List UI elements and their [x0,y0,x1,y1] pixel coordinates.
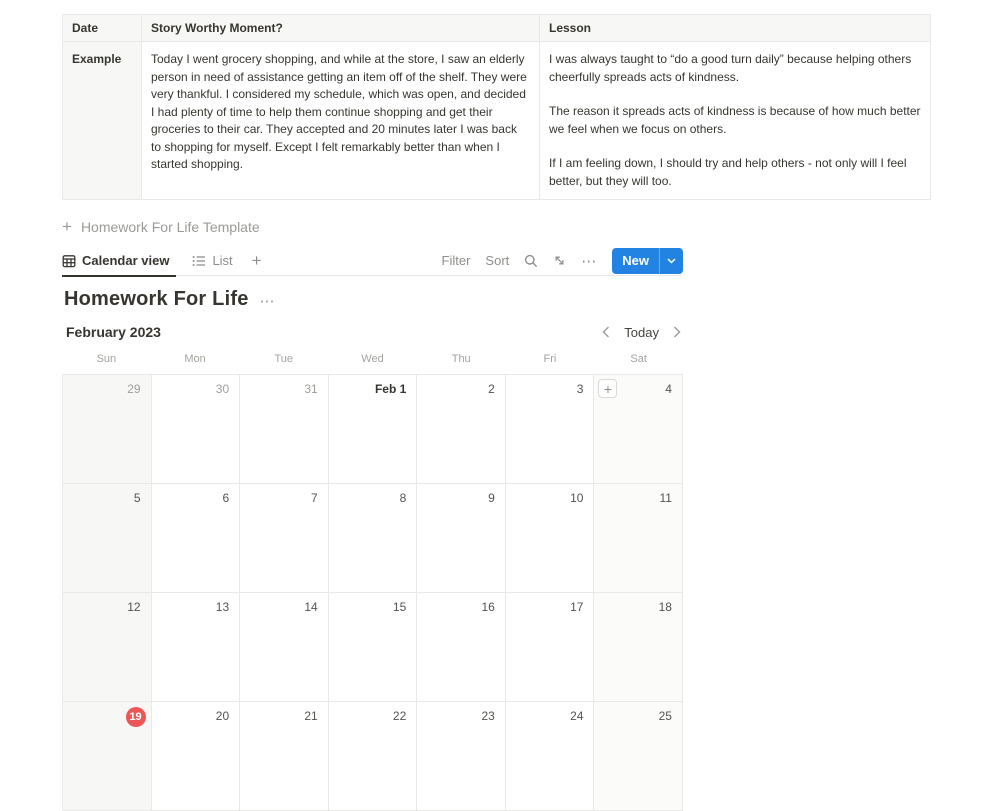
calendar-day-cell[interactable] [152,593,241,702]
column-header-date[interactable]: Date [63,15,142,42]
prev-month-button[interactable] [600,324,612,340]
calendar-day-cell[interactable] [594,702,683,811]
day-number: 8 [399,491,407,505]
calendar-icon [62,254,76,268]
new-button-label: New [622,253,649,268]
calendar-nav [600,324,683,340]
calendar-day-cell[interactable] [506,484,595,593]
today-button[interactable]: Today [624,324,659,340]
title-more-icon[interactable]: ⋯ [259,293,276,310]
tab-list[interactable] [192,246,239,276]
expand-icon[interactable] [553,254,566,267]
day-number: 2 [488,382,495,396]
page-title: Homework For Life [64,288,249,310]
calendar-day-cell[interactable] [506,375,595,484]
plus-icon: + [251,250,262,270]
table-cell-date[interactable]: Example [63,42,142,199]
calendar-day-cell[interactable] [506,593,595,702]
day-header: Mon [184,353,206,365]
day-number: 24 [570,709,584,723]
day-number: 31 [304,382,318,396]
day-number: 4 [665,382,672,396]
tab-list-label: List [212,253,233,268]
add-event-button[interactable] [598,379,617,398]
calendar-day-cell[interactable] [417,702,506,811]
today-date-badge: 19 [126,707,146,727]
day-number: 3 [576,382,584,396]
calendar-day-cell[interactable] [63,702,152,811]
day-number: 22 [392,709,407,723]
calendar-day-cell[interactable] [240,375,329,484]
day-number: 29 [127,382,141,396]
calendar-day-cell[interactable] [594,484,683,593]
day-number: 5 [133,491,141,505]
calendar-day-cell[interactable] [329,375,418,484]
day-header-row [62,353,683,365]
day-number: 20 [215,709,230,723]
lesson-paragraph: The reason it spreads acts of kindness is because of how much better we feel when we focus on others. [549,104,921,136]
more-options-icon[interactable]: ⋯ [581,252,598,270]
day-number: 13 [215,600,230,614]
day-number: 16 [481,600,495,614]
day-number: 14 [304,600,318,614]
day-number: 11 [659,491,672,505]
calendar-day-cell[interactable] [63,375,152,484]
day-number: 21 [304,709,318,723]
search-icon[interactable] [524,254,538,268]
chevron-down-icon[interactable] [660,248,683,274]
sort-button[interactable]: Sort [485,253,510,268]
calendar-day-cell[interactable] [240,702,329,811]
new-button[interactable] [612,248,683,274]
day-header: Tue [274,353,294,365]
calendar-day-cell[interactable] [594,375,683,484]
plus-icon: + [603,380,613,397]
day-header: Sat [630,353,647,365]
template-button[interactable] [62,219,683,235]
calendar-day-cell[interactable] [152,484,241,593]
title-row [64,288,276,311]
day-header: Sun [96,353,117,365]
table-cell-story[interactable]: Today I went grocery shopping, and while at the store, I saw an elderly person in need of assistance getting an item off of the shelf. They were very thankful. I considered my schedule, which was open, and decided I had plenty of time to help them continue shopping and get their groceries to their car. They accepted and 20 minutes later I was back to shopping for myself. Except I felt remarkably better than when I started shopping. [142,42,540,199]
calendar-header [62,324,683,340]
calendar-day-cell[interactable] [152,702,241,811]
calendar-day-cell[interactable] [417,593,506,702]
add-view-button[interactable] [251,250,262,270]
calendar-grid [62,374,683,811]
calendar-day-cell[interactable] [240,484,329,593]
calendar-day-cell[interactable] [329,484,418,593]
calendar-day-cell[interactable] [417,375,506,484]
day-header: Fri [543,353,557,365]
template-label: Homework For Life Template [80,219,260,235]
filter-button[interactable]: Filter [441,253,471,268]
day-number: 10 [570,491,584,505]
day-number: 15 [392,600,407,614]
calendar-day-cell[interactable] [240,593,329,702]
day-number: 6 [222,491,230,505]
calendar-day-cell[interactable] [594,593,683,702]
calendar-day-cell[interactable] [506,702,595,811]
tab-calendar-view[interactable] [62,246,176,276]
lesson-paragraph: If I am feeling down, I should try and help others - not only will I feel better, but they will too. [549,156,907,188]
month-label: February 2023 [66,324,161,340]
plus-icon: + [62,217,72,236]
tab-calendar-label: Calendar view [82,253,170,268]
example-table [62,14,931,200]
list-icon [192,254,206,268]
calendar-day-cell[interactable] [329,702,418,811]
column-header-lesson[interactable]: Lesson [540,15,930,42]
lesson-paragraph: I was always taught to “do a good turn daily” because helping others cheerfully spreads acts of kindness. [549,52,912,84]
calendar-day-cell[interactable] [417,484,506,593]
view-toolbar [62,246,683,276]
calendar-day-cell[interactable] [63,484,152,593]
calendar-day-cell[interactable] [329,593,418,702]
toolbar-actions [442,248,683,274]
table-cell-lesson[interactable] [540,42,930,199]
day-number: 30 [215,382,230,396]
calendar-day-cell[interactable] [152,375,241,484]
day-header: Wed [361,353,384,365]
day-number: 7 [311,491,318,505]
calendar-day-cell[interactable] [63,593,152,702]
day-number: 9 [488,491,495,505]
day-header: Thu [451,353,471,365]
next-month-button[interactable] [671,324,683,340]
day-number: 17 [570,600,584,614]
day-number: 12 [127,600,141,614]
day-number: Feb 1 [374,382,407,396]
day-number: 18 [658,600,672,614]
day-number: 23 [481,709,495,723]
day-number: 25 [658,709,672,723]
column-header-story[interactable]: Story Worthy Moment? [142,15,540,42]
